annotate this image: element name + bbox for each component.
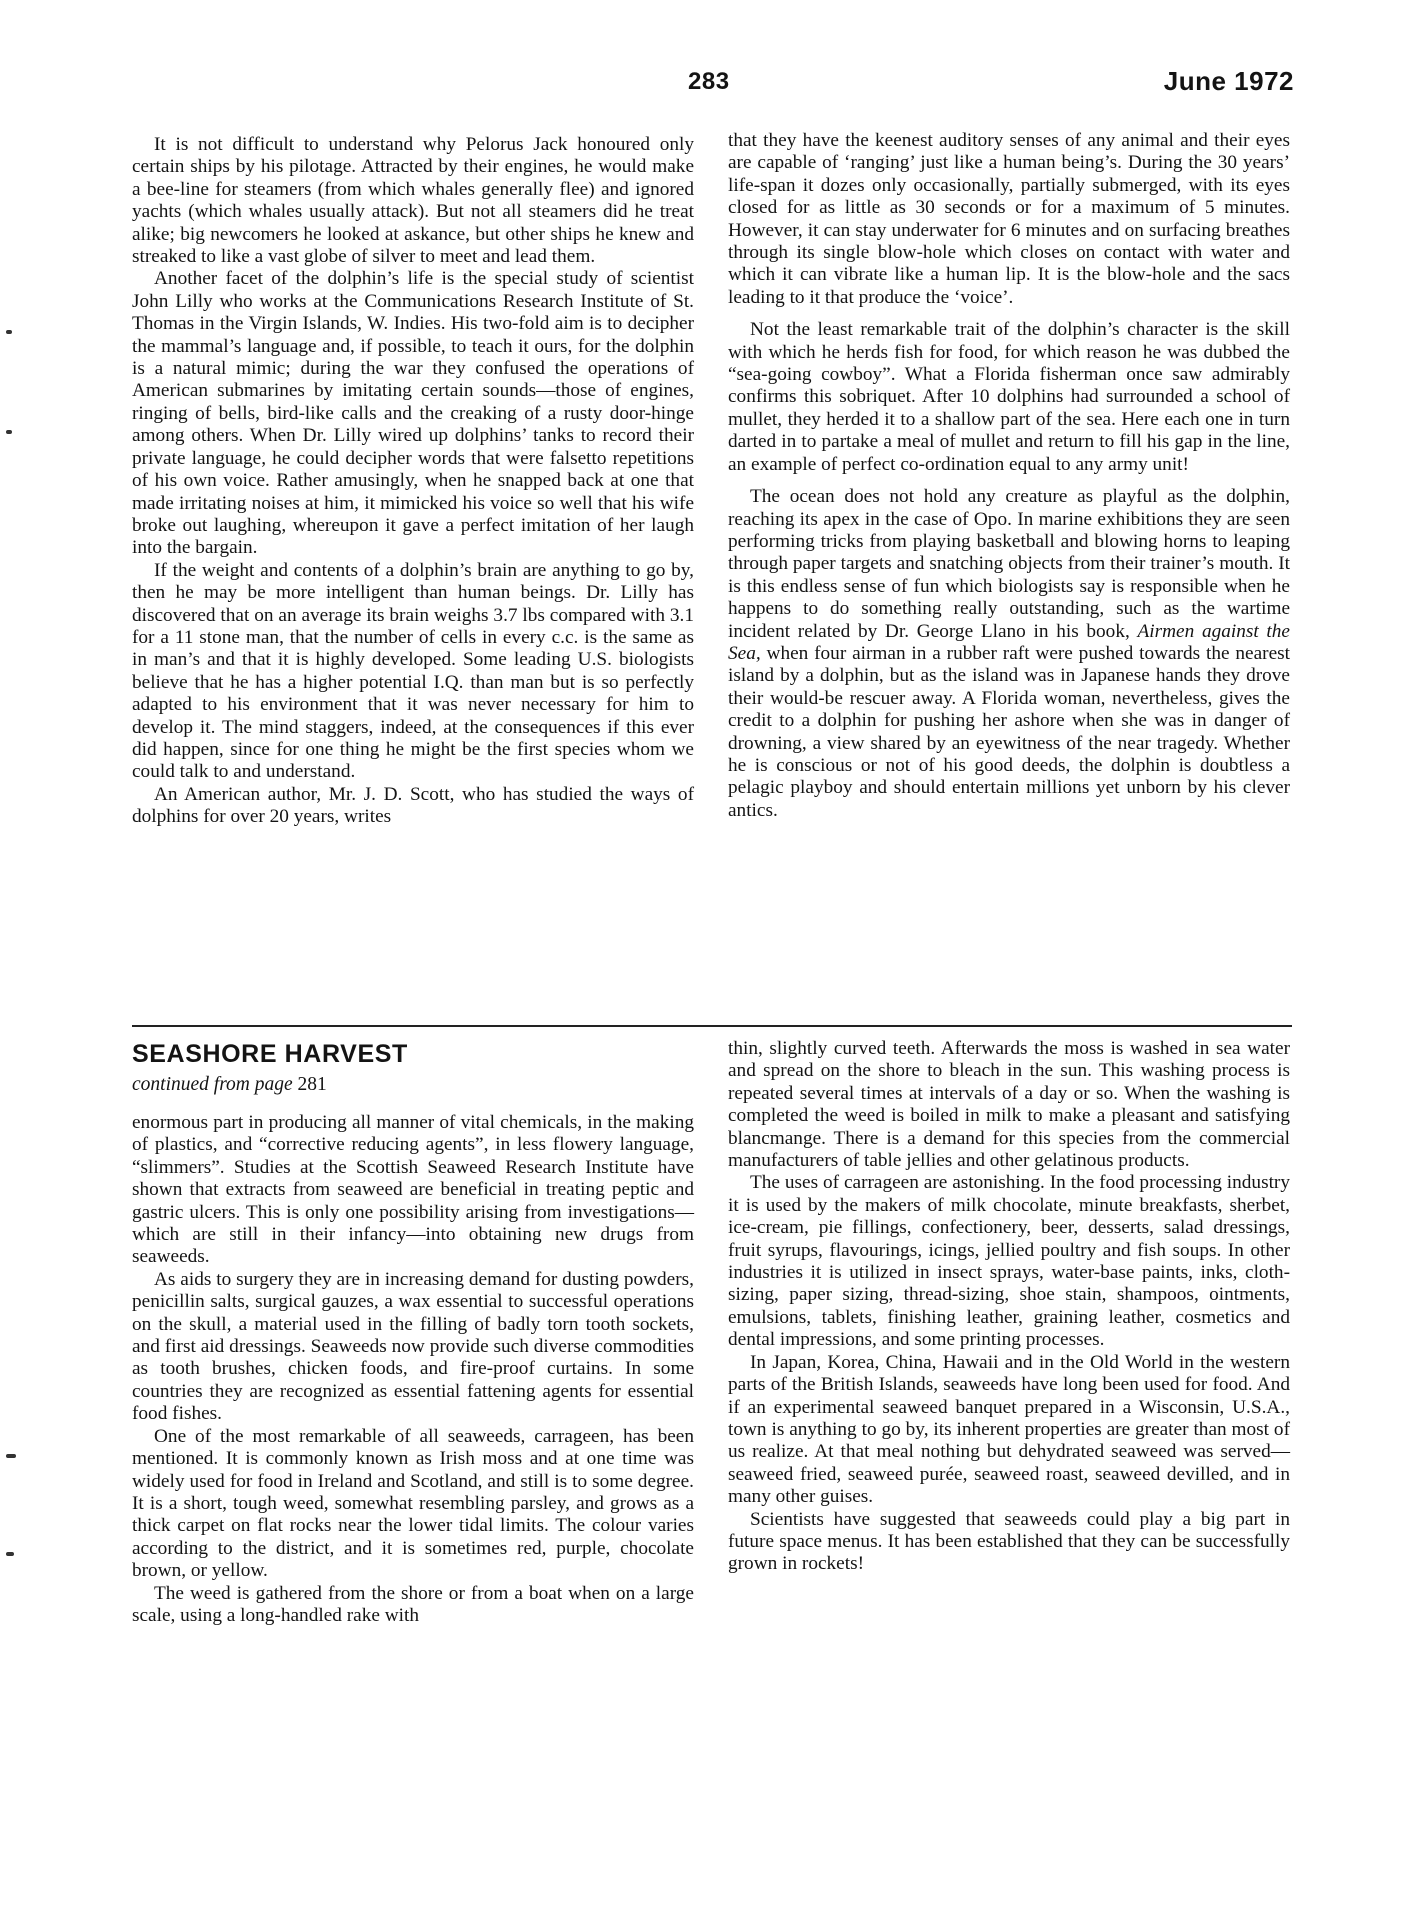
section-divider [132,1025,1292,1027]
paragraph: Scientists have suggested that seaweeds could play a big part in future space menus. It has been established that they can be successfully grown in rockets! [728,1508,1290,1575]
paragraph: It is not difficult to understand why Pelorus Jack honoured only certain ships by his pilotage. Attracted by their engines, he would make a bee-line for steamers (from which whales generally flee) and ignored yachts (which whales usually attack). But not all steamers did he treat alike; big newcomers he looked at askance, but other ships he knew and streaked to like a vast globe of silver to meet and lead them. [132,134,694,268]
dolphin-article-column-right [728,130,1290,822]
paragraph: The weed is gathered from the shore or from a boat when on a large scale, using a long-handled rake with [132,1582,694,1626]
section-title: SEASHORE HARVEST [132,1040,408,1068]
paragraph: As aids to surgery they are in increasing demand for dusting powders, penicillin salts, surgical gauzes, a wax essential to successful operations on the skull, a material used in the filling of badly torn tooth sockets, and first aid dressings. Seaweeds now provide such diverse commodities as tooth brushes, chicken foods, and fire-proof curtains. In some countries they are recognized as essential fattening agents for essential food fishes. [132,1268,694,1425]
paragraph: If the weight and contents of a dolphin’s brain are anything to go by, then he may be more intelligent than human beings. Dr. Lilly has discovered that on an average its brain weighs 3.7 lbs compared with 3.1 for a 11 stone man, that the number of cells in every c.c. is the same as in man’s and that it is highly developed. Some leading U.S. biologists believe that he has a higher potential I.Q. than man but is so perfectly adapted to his environment that it was never necessary for him to develop it. The mind staggers, indeed, at the consequences if this ever did happen, since for one thing he might be the first species whom we could talk to and understand. [132,559,694,783]
paragraph: In Japan, Korea, China, Hawaii and in the Old World in the western parts of the British Islands, seaweeds have long been used for food. And if an experimental seaweed banquet prepared in a Wisconsin, U.S.A., town is anything to go by, its inherent properties are greater than most of us realize. At that meal nothing but dehydrated seaweed was served—seaweed fried, seaweed purée, seaweed roast, seaweed devilled, and in many other guises. [728,1351,1290,1508]
paragraph: The uses of carrageen are astonishing. In the food processing industry it is used by the makers of milk chocolate, minute breakfasts, sherbet, ice-cream, pie fillings, confectionery, beer, desserts, salad dressings, fruit syrups, flavourings, icings, jellied poultry and fish soups. In other industries it is utilized in insect sprays, water-base paints, inks, cloth-sizing, paper sizing, thread-sizing, shoe stain, shampoos, ointments, emulsions, tablets, finishing leather, graining leather, cosmetics and dental impressions, and some printing processes. [728,1172,1290,1351]
paragraph: Another facet of the dolphin’s life is the special study of scientist John Lilly who works at the Communications Research Institute of St. Thomas in the Virgin Islands, W. Indies. His two-fold aim is to decipher the mammal’s language and, if possible, to teach it ours, for the dolphin is a natural mimic; during the war they confused the operations of American submarines by imitating certain sounds—those of engines, ringing of bells, bird-like calls and the creaking of a rusty door-hinge among others. When Dr. Lilly wired up dolphins’ tanks to record their private language, he could decipher words that were falsetto repetitions of his own voice. Rather amusingly, when he snapped back at one that made irritating noises at him, it mimicked his voice so well that his wife broke out laughing, whereupon it gave a perfect imitation of her laugh into the bargain. [132,268,694,559]
dolphin-article-column-left [132,134,694,829]
continued-note [132,1074,327,1096]
paragraph [728,486,1290,822]
seaweed-article-column-right [728,1038,1290,1576]
issue-date: June 1972 [1163,66,1294,96]
scan-mark [6,430,12,434]
scan-mark [6,330,12,334]
paragraph-text: when four airman in a rubber raft were pushed towards the nearest island by a dolphin, but as the island was in Japanese hands they drove their would-be rescuer away. A Florida woman, nevertheless, gives the credit to a dolphin for pushing her ashore when she was in danger of drowning, a view shared by an eyewitness of the near tragedy. Whether he is conscious or not of his good deeds, the dolphin is doubtless a pelagic playboy and should entertain millions yet unborn by his clever antics. [728,642,1291,821]
scan-mark [6,1552,14,1556]
paragraph: thin, slightly curved teeth. Afterwards the moss is washed in sea water and spread on the shore to bleach in the sun. This washing process is repeated several times at intervals of a day or so. When the washing is completed the weed is boiled in milk to make a pleasant and satisfying blancmange. There is a demand for this species from the commercial manufacturers of table jellies and other gelatinous products. [728,1038,1290,1172]
paragraph: enormous part in producing all manner of vital chemicals, in the making of plastics, and “corrective reducing agents”, in less flowery language, “slimmers”. Studies at the Scottish Seaweed Research Institute have shown that extracts from seaweed are beneficial in treating peptic and gastric ulcers. This is only one possibility arising from investigations—which are still in their infancy—into obtaining new drugs from seaweeds. [132,1112,694,1268]
paragraph: that they have the keenest auditory senses of any animal and their eyes are capable of ‘ranging’ just like a human being’s. During the 30 years’ life-span it dozes only occasionally, partially submerged, with its eyes closed for as little as 30 seconds or for a maximum of 5 minutes. However, it can stay underwater for 6 minutes and on surfacing breathes through its single blow-hole which closes on contact with water and which it can vibrate like a human lip. It is the blow-hole and the sacs leading to it that produce the ‘voice’. [728,130,1290,308]
page-number: 283 [688,68,730,95]
paragraph: Not the least remarkable trait of the dolphin’s character is the skill with which he herds fish for food, for which reason he was dubbed the “sea-going cowboy”. What a Florida fisherman once saw admirably confirms this sobriquet. After 10 dolphins had surrounded a school of mullet, they herded it to a shallow part of the sea. Here each one in turn darted in to partake a meal of mullet and return to fill his gap in the line, an example of perfect co-ordination equal to any army unit! [728,319,1290,475]
paragraph: One of the most remarkable of all seaweeds, carrageen, has been mentioned. It is commonly known as Irish moss and at one time was widely used for food in Ireland and Scotland, and still is to some degree. It is a short, tough weed, somewhat resembling parsley, and grows as a thick carpet on flat rocks near the lower tidal limits. The colour varies according to the district, and it is sometimes red, purple, chocolate brown, or yellow. [132,1425,694,1582]
seaweed-article-column-left [132,1112,694,1627]
paragraph: An American author, Mr. J. D. Scott, who has studied the ways of dolphins for over 20 years, writes [132,783,694,828]
paragraph-text: The ocean does not hold any creature as playful as the dolphin, reaching its apex in the case of Opo. In marine exhibitions they are seen performing tricks from playing basketball and blowing horns to leaping through paper targets and snatching objects from their trainer’s mouth. It is this endless sense of fun which biologists say is responsible when he happens to do something really outstanding, such as the wartime incident related by Dr. George Llano in his book, [728,486,1290,642]
book-title: Airmen against the Sea, [728,620,1290,664]
continued-text: continued from page [132,1074,293,1095]
continued-page: 281 [297,1074,327,1095]
scan-mark [6,1454,16,1458]
